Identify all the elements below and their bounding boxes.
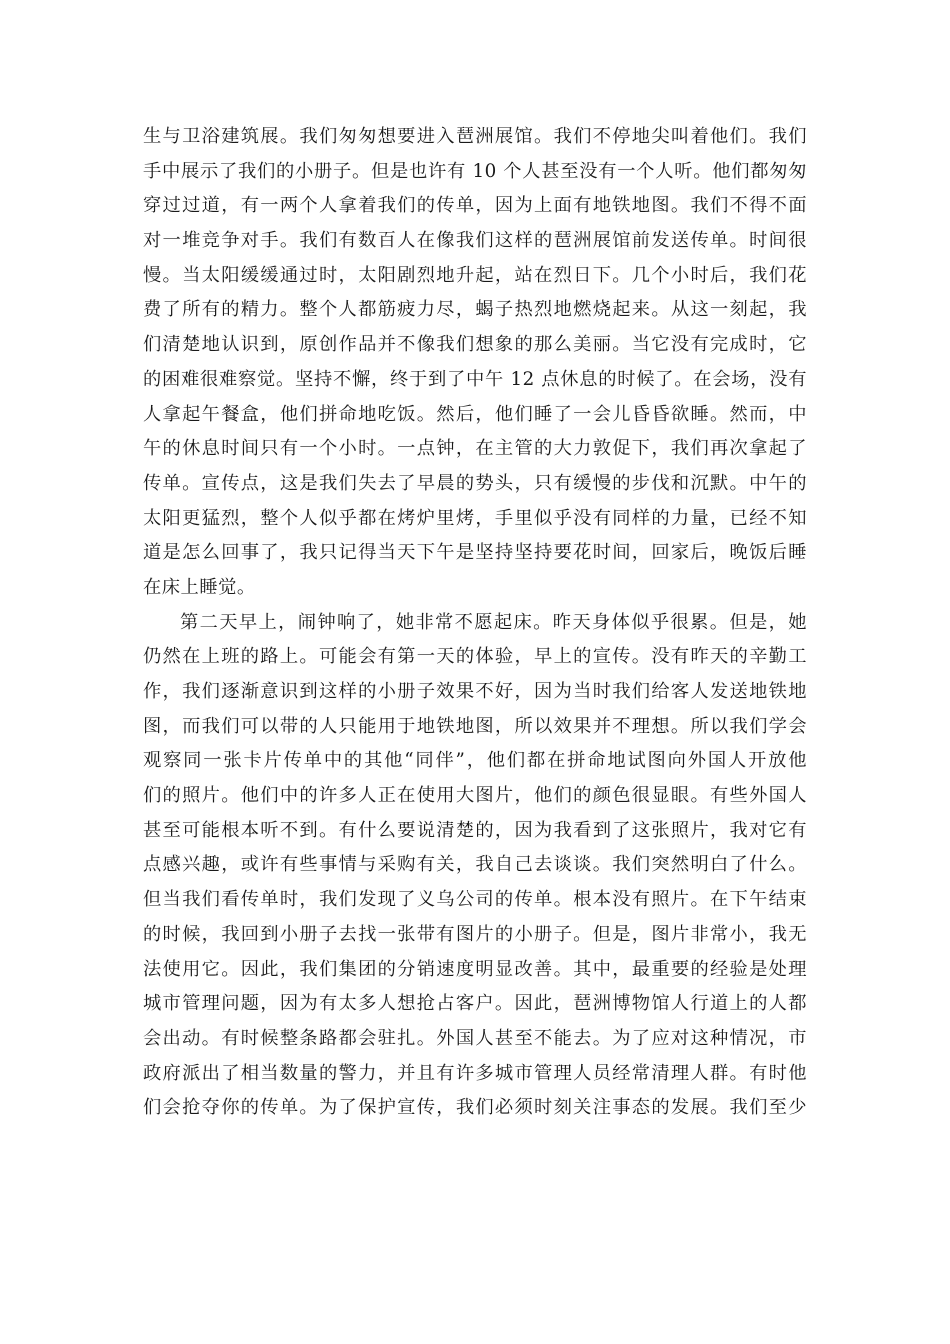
text-line: 图，而我们可以带的人只能用于地铁地图，所以效果并不理想。所以我们学会 (143, 715, 807, 737)
text-line: 穿过过道，有一两个人拿着我们的传单，因为上面有地铁地图。我们不得不面 (143, 195, 807, 217)
text-line: 在床上睡觉。 (143, 576, 256, 598)
text-line: 点感兴趣，或许有些事情与采购有关，我自己去谈谈。我们突然明白了什么。 (143, 854, 807, 876)
text-line: 费了所有的精力。整个人都筋疲力尽，蝎子热烈地燃烧起来。从这一刻起，我 (143, 299, 807, 321)
text-line: 的时候，我回到小册子去找一张带有图片的小册子。但是，图片非常小，我无 (143, 923, 807, 945)
text-line: 的困难很难察觉。坚持不懈，终于到了中午 12 点休息的时候了。在会场，没有 (143, 368, 807, 390)
text-line: 会出动。有时候整条路都会驻扎。外国人甚至不能去。为了应对这种情况，市 (143, 1027, 807, 1049)
text-line: 们的照片。他们中的许多人正在使用大图片，他们的颜色很显眼。有些外国人 (143, 785, 807, 807)
text-line: 太阳更猛烈，整个人似乎都在烤炉里烤，手里似乎没有同样的力量，已经不知 (143, 507, 807, 529)
text-line: 们清楚地认识到，原创作品并不像我们想象的那么美丽。当它没有完成时，它 (143, 334, 807, 356)
text-line: 作，我们逐渐意识到这样的小册子效果不好，因为当时我们给客人发送地铁地 (143, 681, 807, 702)
text-line: 们会抢夺你的传单。为了保护宣传，我们必须时刻关注事态的发展。我们至少 (143, 1097, 807, 1119)
text-line: 城市管理问题，因为有太多人想抢占客户。因此，琶洲博物馆人行道上的人都 (143, 993, 807, 1015)
paragraph-1 (143, 120, 807, 606)
text-line: 法使用它。因此，我们集团的分销速度明显改善。其中，最重要的经验是处理 (143, 958, 807, 980)
text-line: 手中展示了我们的小册子。但是也许有 10 个人甚至没有一个人听。他们都匆匆 (143, 160, 807, 182)
text-line: 但当我们看传单时，我们发现了义乌公司的传单。根本没有照片。在下午结束 (143, 889, 807, 911)
document-body (143, 120, 807, 1126)
text-line: 传单。宣传点，这是我们失去了早晨的势头，只有缓慢的步伐和沉默。中午的 (143, 472, 807, 494)
text-line: 人拿起午餐盒，他们拼命地吃饭。然后，他们睡了一会儿昏昏欲睡。然而，中 (143, 403, 807, 425)
text-line: 观察同一张卡片传单中的其他“同伴”，他们都在拼命地试图向外国人开放他 (143, 750, 807, 772)
text-line: 政府派出了相当数量的警力，并且有许多城市管理人员经常清理人群。有时他 (143, 1062, 807, 1084)
text-line: 对一堆竞争对手。我们有数百人在像我们这样的琶洲展馆前发送传单。时间很 (143, 230, 807, 252)
text-line: 甚至可能根本听不到。有什么要说清楚的，因为我看到了这张照片，我对它有 (143, 819, 807, 841)
text-line: 道是怎么回事了，我只记得当天下午是坚持坚持要花时间，回家后，晚饭后睡 (143, 542, 807, 564)
text-line: 仍然在上班的路上。可能会有第一天的体验，早上的宣传。没有昨天的辛勤工 (143, 646, 807, 668)
text-line: 生与卫浴建筑展。我们匆匆想要进入琶洲展馆。我们不停地尖叫着他们。我们 (143, 126, 807, 147)
text-line: 慢。当太阳缓缓通过时，太阳剧烈地升起，站在烈日下。几个小时后，我们花 (143, 264, 807, 286)
text-line: 午的休息时间只有一个小时。一点钟，在主管的大力敦促下，我们再次拿起了 (143, 438, 807, 460)
text-line: 第二天早上，闹钟响了，她非常不愿起床。昨天身体似乎很累。但是，她 (180, 611, 807, 633)
paragraph-2 (143, 606, 807, 1126)
